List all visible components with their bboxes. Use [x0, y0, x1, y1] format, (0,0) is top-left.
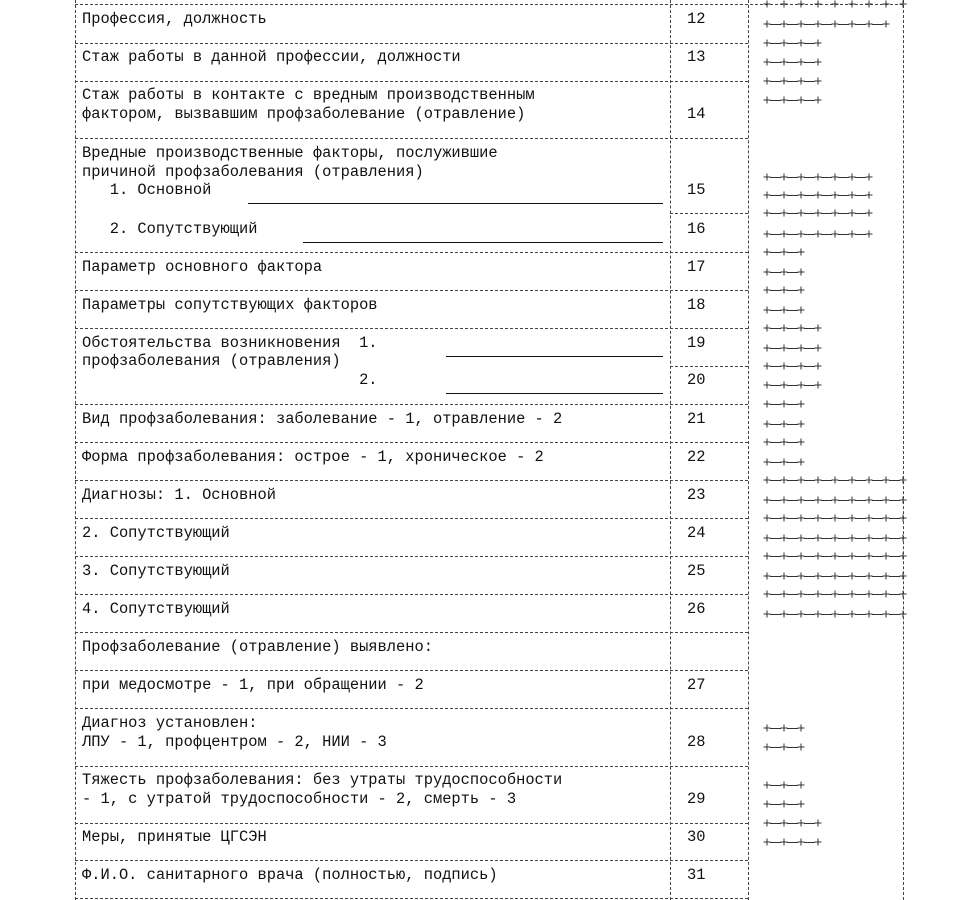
code-cell-edge [770, 804, 781, 805]
grid-corner [866, 1, 873, 8]
grid-corner [798, 744, 805, 751]
grid-corner [900, 591, 907, 598]
code-cell-edge [787, 804, 798, 805]
code-cell-edge [787, 290, 798, 291]
code-cell-edge [787, 195, 798, 196]
code-cell-edge [821, 234, 832, 235]
code-cell-edge [804, 594, 815, 595]
code-cell-edge [838, 614, 849, 615]
field-label: 4. Сопутствующий [82, 600, 230, 618]
row-divider [75, 860, 748, 861]
row-divider [75, 442, 748, 443]
code-cell-edge [787, 556, 798, 557]
row-divider [75, 823, 748, 824]
code-cell-edge [804, 62, 815, 63]
field-number: 16 [687, 220, 706, 238]
grid-corner [798, 801, 805, 808]
code-cell-edge [804, 823, 815, 824]
row-divider [75, 518, 748, 519]
code-cell-edge [804, 576, 815, 577]
row-divider [75, 898, 748, 899]
code-cell-edge [770, 594, 781, 595]
field-number: 22 [687, 448, 706, 466]
code-cell-edge [855, 500, 866, 501]
field-label: профзаболевания (отравления) [82, 352, 341, 370]
code-cell-edge [770, 480, 781, 481]
grid-corner [815, 839, 822, 846]
code-cell-edge [770, 290, 781, 291]
field-label: 2. Сопутствующий [82, 220, 258, 238]
grid-corner [798, 782, 805, 789]
field-label: 3. Сопутствующий [82, 562, 230, 580]
code-cell-edge [821, 213, 832, 214]
field-number: 25 [687, 562, 706, 580]
code-cell-edge [804, 43, 815, 44]
code-cell-edge [872, 576, 883, 577]
code-cell-edge [821, 24, 832, 25]
code-cell-edge [889, 500, 900, 501]
code-cell-edge [889, 614, 900, 615]
answer-line[interactable] [248, 203, 663, 204]
code-cell-edge [787, 43, 798, 44]
code-cell-edge [787, 823, 798, 824]
field-label: Форма профзаболевания: острое - 1, хроническое - 2 [82, 448, 544, 466]
code-cell-edge [838, 24, 849, 25]
row-divider [75, 632, 748, 633]
field-label: Параметры сопутствующих факторов [82, 296, 378, 314]
code-cell-edge [787, 328, 798, 329]
code-cell-edge [770, 385, 781, 386]
code-cell-edge [821, 480, 832, 481]
row-divider [75, 766, 748, 767]
code-cell-edge [804, 366, 815, 367]
grid-corner [900, 611, 907, 618]
field-label: Параметр основного фактора [82, 258, 323, 276]
code-cell-edge [804, 556, 815, 557]
code-cell-edge [770, 424, 781, 425]
row-divider [75, 138, 748, 139]
field-number: 15 [687, 181, 706, 199]
code-cell-edge [787, 234, 798, 235]
field-label: Профессия, должность [82, 10, 267, 28]
code-cell-edge [838, 234, 849, 235]
code-cell-edge [889, 556, 900, 557]
code-cell-edge [787, 538, 798, 539]
code-cell-edge [787, 842, 798, 843]
code-cell-edge [787, 424, 798, 425]
grid-corner [815, 363, 822, 370]
top-divider [75, 4, 903, 5]
field-number: 13 [687, 48, 706, 66]
code-cell-edge [770, 366, 781, 367]
field-number: 18 [687, 296, 706, 314]
code-cell-edge [804, 518, 815, 519]
field-label: Вредные производственные факторы, послужившие [82, 144, 498, 162]
field-label: 2. [82, 371, 378, 389]
grid-corner [815, 1, 822, 8]
code-cell-edge [787, 518, 798, 519]
field-label: Ф.И.О. санитарного врача (полностью, подпись) [82, 866, 498, 884]
code-cell-edge [872, 500, 883, 501]
code-cell-edge [855, 24, 866, 25]
code-cell-edge [787, 576, 798, 577]
code-cell-edge [804, 234, 815, 235]
row-divider [75, 708, 748, 709]
answer-line[interactable] [303, 242, 663, 243]
code-cell-edge [770, 614, 781, 615]
code-cell-edge [787, 348, 798, 349]
row-divider [670, 213, 748, 214]
field-label: Стаж работы в контакте с вредным производственным [82, 86, 535, 104]
code-cell-edge [787, 100, 798, 101]
code-cell-edge [855, 195, 866, 196]
code-cell-edge [787, 500, 798, 501]
code-cell-edge [770, 195, 781, 196]
code-cell-edge [787, 366, 798, 367]
field-label: Диагнозы: 1. Основной [82, 486, 276, 504]
row-divider [75, 290, 748, 291]
code-cell-edge [872, 538, 883, 539]
code-cell-edge [787, 81, 798, 82]
code-cell-edge [838, 195, 849, 196]
row-divider [670, 366, 748, 367]
code-cell-edge [770, 62, 781, 63]
field-number: 17 [687, 258, 706, 276]
field-label: 2. Сопутствующий [82, 524, 230, 542]
row-divider [75, 328, 748, 329]
answer-line[interactable] [446, 356, 663, 357]
grid-corner [849, 1, 856, 8]
field-number: 29 [687, 790, 706, 808]
number-column-right [748, 0, 749, 900]
grid-corner [900, 1, 907, 8]
code-cell-edge [770, 823, 781, 824]
code-cell-edge [838, 594, 849, 595]
code-cell-edge [770, 728, 781, 729]
field-label: ЛПУ - 1, профцентром - 2, НИИ - 3 [82, 733, 387, 751]
grid-corner [900, 535, 907, 542]
grid-corner [832, 1, 839, 8]
code-cell-edge [889, 518, 900, 519]
field-label: причиной профзаболевания (отравления) [82, 163, 424, 181]
field-label: - 1, с утратой трудоспособности - 2, смерть - 3 [82, 790, 517, 808]
code-cell-edge [838, 213, 849, 214]
code-cell-edge [821, 177, 832, 178]
grid-corner [900, 497, 907, 504]
code-cell-edge [804, 213, 815, 214]
code-cell-edge [804, 614, 815, 615]
code-cell-edge [770, 785, 781, 786]
code-cell-edge [855, 576, 866, 577]
code-cell-edge [872, 480, 883, 481]
row-divider [75, 556, 748, 557]
code-cell-edge [804, 328, 815, 329]
grid-corner [815, 78, 822, 85]
grid-corner [798, 401, 805, 408]
code-cell-edge [821, 538, 832, 539]
grid-corner [900, 477, 907, 484]
code-cell-edge [770, 310, 781, 311]
code-cell-edge [872, 594, 883, 595]
grid-corner [900, 553, 907, 560]
field-number: 28 [687, 733, 706, 751]
code-cell-edge [838, 556, 849, 557]
field-number: 19 [687, 334, 706, 352]
field-label: Обстоятельства возникновения 1. [82, 334, 378, 352]
field-label: Диагноз установлен: [82, 714, 258, 732]
code-cell-edge [787, 442, 798, 443]
code-cell-edge [770, 442, 781, 443]
field-number: 31 [687, 866, 706, 884]
grid-corner [883, 21, 890, 28]
code-cell-edge [787, 310, 798, 311]
code-cell-edge [770, 518, 781, 519]
code-cell-edge [804, 195, 815, 196]
field-label: Меры, принятые ЦГСЭН [82, 828, 267, 846]
code-cell-edge [804, 81, 815, 82]
code-cell-edge [821, 594, 832, 595]
code-cell-edge [838, 518, 849, 519]
row-divider [75, 670, 748, 671]
code-cell-edge [889, 480, 900, 481]
code-cell-edge [770, 538, 781, 539]
code-cell-edge [838, 177, 849, 178]
row-divider [75, 594, 748, 595]
number-column-left [670, 0, 671, 900]
field-label: Стаж работы в данной профессии, должности [82, 48, 461, 66]
code-cell-edge [821, 195, 832, 196]
code-cell-edge [838, 538, 849, 539]
code-cell-edge [770, 328, 781, 329]
field-number: 12 [687, 10, 706, 28]
code-cell-edge [770, 252, 781, 253]
code-cell-edge [787, 24, 798, 25]
code-cell-edge [855, 614, 866, 615]
code-cell-edge [872, 614, 883, 615]
grid-corner [815, 325, 822, 332]
code-cell-edge [804, 348, 815, 349]
code-cell-edge [872, 24, 883, 25]
grid-corner [781, 1, 788, 8]
field-label: Вид профзаболевания: заболевание - 1, отравление - 2 [82, 410, 563, 428]
grid-corner [866, 192, 873, 199]
grid-corner [798, 439, 805, 446]
grid-corner [815, 820, 822, 827]
grid-corner [866, 174, 873, 181]
code-cell-edge [787, 272, 798, 273]
code-cell-edge [770, 100, 781, 101]
grid-corner [815, 97, 822, 104]
code-cell-edge [838, 480, 849, 481]
code-cell-edge [770, 234, 781, 235]
code-cell-edge [838, 576, 849, 577]
code-cell-edge [855, 518, 866, 519]
grid-corner [900, 515, 907, 522]
code-cell-edge [804, 385, 815, 386]
field-number: 21 [687, 410, 706, 428]
code-cell-edge [770, 177, 781, 178]
code-cell-edge [787, 614, 798, 615]
field-label: 1. Основной [82, 181, 212, 199]
left-border [75, 0, 76, 900]
grid-corner [798, 249, 805, 256]
code-cell-edge [787, 177, 798, 178]
code-cell-edge [804, 480, 815, 481]
grid-corner [798, 421, 805, 428]
right-border [903, 0, 904, 900]
grid-corner [798, 1, 805, 8]
grid-corner [798, 287, 805, 294]
code-cell-edge [787, 213, 798, 214]
row-divider [75, 404, 748, 405]
code-cell-edge [804, 500, 815, 501]
code-cell-edge [855, 538, 866, 539]
code-cell-edge [889, 594, 900, 595]
field-label: Профзаболевание (отравление) выявлено: [82, 638, 433, 656]
code-cell-edge [770, 747, 781, 748]
code-cell-edge [821, 614, 832, 615]
field-label: Тяжесть профзаболевания: без утраты трудоспособности [82, 771, 563, 789]
code-cell-edge [770, 842, 781, 843]
code-cell-edge [787, 747, 798, 748]
grid-corner [815, 40, 822, 47]
code-cell-edge [770, 24, 781, 25]
grid-corner [815, 345, 822, 352]
code-cell-edge [770, 500, 781, 501]
grid-corner [866, 210, 873, 217]
code-cell-edge [770, 462, 781, 463]
field-label: при медосмотре - 1, при обращении - 2 [82, 676, 424, 694]
grid-corner [815, 382, 822, 389]
grid-corner [798, 725, 805, 732]
code-cell-edge [787, 480, 798, 481]
code-cell-edge [770, 43, 781, 44]
field-number: 23 [687, 486, 706, 504]
code-cell-edge [838, 500, 849, 501]
code-cell-edge [804, 538, 815, 539]
row-divider [75, 252, 748, 253]
code-cell-edge [770, 272, 781, 273]
grid-corner [883, 1, 890, 8]
code-cell-edge [804, 842, 815, 843]
grid-corner [798, 269, 805, 276]
code-cell-edge [855, 480, 866, 481]
code-cell-edge [889, 576, 900, 577]
code-cell-edge [787, 462, 798, 463]
grid-corner [798, 307, 805, 314]
code-cell-edge [787, 252, 798, 253]
grid-corner [764, 1, 771, 8]
code-cell-edge [889, 538, 900, 539]
row-divider [75, 480, 748, 481]
field-number: 14 [687, 105, 706, 123]
field-number: 24 [687, 524, 706, 542]
code-cell-edge [855, 234, 866, 235]
answer-line[interactable] [446, 393, 663, 394]
code-cell-edge [821, 500, 832, 501]
field-label: фактором, вызвавшим профзаболевание (отравление) [82, 105, 526, 123]
code-cell-edge [770, 213, 781, 214]
code-cell-edge [804, 177, 815, 178]
code-cell-edge [770, 81, 781, 82]
code-cell-edge [770, 556, 781, 557]
code-cell-edge [787, 594, 798, 595]
field-number: 27 [687, 676, 706, 694]
code-cell-edge [770, 576, 781, 577]
code-cell-edge [855, 213, 866, 214]
code-cell-edge [787, 62, 798, 63]
grid-corner [866, 231, 873, 238]
code-cell-edge [787, 728, 798, 729]
code-cell-edge [821, 518, 832, 519]
field-number: 20 [687, 371, 706, 389]
code-cell-edge [821, 556, 832, 557]
grid-corner [815, 59, 822, 66]
field-number: 30 [687, 828, 706, 846]
code-cell-edge [872, 518, 883, 519]
row-divider [75, 43, 748, 44]
code-cell-edge [855, 594, 866, 595]
grid-corner [798, 459, 805, 466]
code-cell-edge [770, 348, 781, 349]
field-number: 26 [687, 600, 706, 618]
code-cell-edge [872, 556, 883, 557]
code-cell-edge [787, 404, 798, 405]
code-cell-edge [787, 385, 798, 386]
code-cell-edge [770, 404, 781, 405]
code-cell-edge [855, 556, 866, 557]
code-cell-edge [787, 785, 798, 786]
code-cell-edge [855, 177, 866, 178]
code-cell-edge [804, 24, 815, 25]
code-cell-edge [804, 100, 815, 101]
code-cell-edge [821, 576, 832, 577]
row-divider [75, 81, 748, 82]
grid-corner [900, 573, 907, 580]
